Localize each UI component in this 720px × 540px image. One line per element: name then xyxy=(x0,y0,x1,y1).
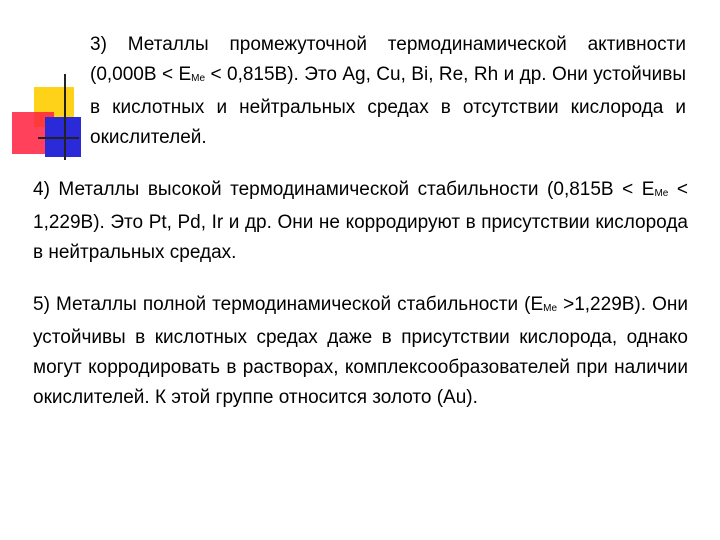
paragraph-intermediate-activity xyxy=(90,30,686,153)
paragraph-text: 5) Металлы полной термодинамической стабильности (Е xyxy=(33,294,544,315)
subscript-me: Me xyxy=(543,303,558,314)
paragraph-text: 4) Металлы высокой термодинамической стабильности (0,815В < Е xyxy=(33,179,655,200)
paragraph-text: < 0,815В). Это Ag, Cu, Bi, Re, Rh и др. Они устойчивы в кислотных и нейтральных средах в отсутствии кислорода и окислителей. xyxy=(90,64,686,148)
paragraph-text: < 1,229В). Это Pt, Pd, Ir и др. Они не корродируют в присутствии кислорода в нейтральных средах. xyxy=(33,179,688,263)
decor-vertical-line xyxy=(64,74,66,160)
paragraph-high-stability xyxy=(33,175,688,268)
decor-horizontal-line xyxy=(38,137,79,139)
paragraph-text: >1,229В). Они устойчивы в кислотных средах даже в присутствии кислорода, однако могут корродировать в растворах, комплексообразователей при наличии окислителей. К этой группе относится золото (Au). xyxy=(33,294,688,408)
paragraph-full-stability xyxy=(33,290,688,413)
paragraph-text: 3) Металлы промежуточной термодинамической активности (0,000В < Е xyxy=(90,34,686,85)
subscript-me: Me xyxy=(654,188,669,199)
subscript-me: Me xyxy=(191,73,206,84)
